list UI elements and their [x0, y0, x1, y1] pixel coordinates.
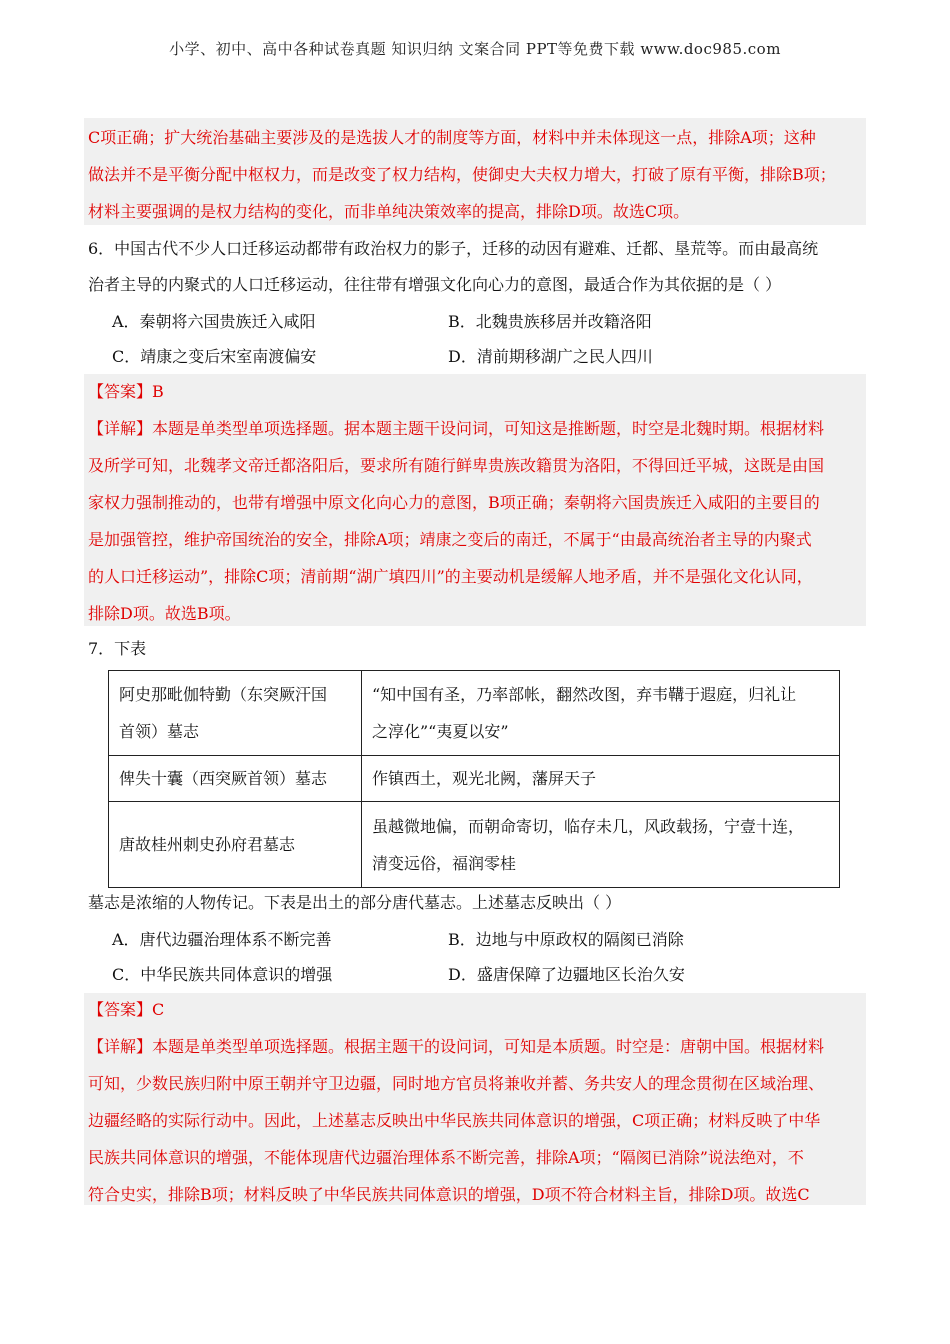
cell-line: 首领）墓志 — [119, 722, 200, 741]
q7-detail-line: 民族共同体意识的增强，不能体现唐代边疆治理体系不断完善，排除A项；“隔阂已消除”说法绝对，不 — [88, 1148, 804, 1167]
cell-line: 清变远俗，福润零桂 — [372, 853, 517, 873]
q7-option-a: A．唐代边疆治理体系不断完善 — [112, 930, 332, 949]
q6-detail-line: 及所学可知，北魏孝文帝迁都洛阳后，要求所有随行鲜卑贵族改籍贯为洛阳，不得回迁平城，这既是由国 — [88, 456, 825, 475]
table-cell-name — [109, 756, 362, 802]
q6-detail-line: 的人口迁移运动”，排除C项；清前期“湖广填四川”的主要动机是缓解人地矛盾，并不是强化文化认同， — [88, 567, 813, 586]
cell-line: 唐故桂州刺史孙府君墓志 — [119, 835, 296, 854]
q7-option-d: D．盛唐保障了边疆地区长治久安 — [448, 965, 685, 984]
q6-detail-line: 是加强管控，维护帝国统治的安全，排除A项；靖康之变后的南迁，不属于“由最高统治者主导的内聚式 — [88, 530, 812, 549]
q6-option-b: B．北魏贵族移居并改籍洛阳 — [448, 312, 652, 331]
q7-option-b: B．边地与中原政权的隔阂已消除 — [448, 930, 684, 949]
q7-answer-block — [84, 993, 866, 1205]
q6-answer: 【答案】B — [88, 382, 164, 401]
q7-option-c: C．中华民族共同体意识的增强 — [112, 965, 333, 984]
q7-detail-line: 边疆经略的实际行动中。因此，上述墓志反映出中华民族共同体意识的增强，C项正确；材料反映了中华 — [88, 1111, 821, 1130]
table-cell-name — [109, 802, 362, 888]
page-header: 小学、初中、高中各种试卷真题 知识归纳 文案合同 PPT等免费下载 www.doc985.com — [169, 40, 781, 58]
cell-line: 虽越微地偏，而朝命寄切，临存未几，风政载扬，宁壹十连， — [372, 816, 805, 836]
q7-detail-line: 【详解】本题是单类型单项选择题。根据主题干的设问词，可知是本质题。时空是：唐朝中国。根据材料 — [88, 1037, 825, 1056]
q7-stem: 墓志是浓缩的人物传记。下表是出土的部分唐代墓志。上述墓志反映出（ ） — [88, 893, 622, 912]
q7-answer: 【答案】C — [88, 1000, 165, 1019]
q6-stem-line: 6．中国古代不少人口迁移运动都带有政治权力的影子，迁移的动因有避难、迁都、垦荒等。而由最高统 — [88, 239, 819, 258]
cell-line: 之淳化”“夷夏以安” — [372, 722, 509, 741]
table-cell-text — [362, 802, 840, 888]
table-row — [109, 802, 840, 888]
epitaph-table — [108, 670, 840, 888]
cell-line: “知中国有圣，乃率部帐，翻然改图，弃韦鞲于遐庭，归礼让 — [372, 685, 797, 704]
q6-detail-line: 排除D项。故选B项。 — [88, 604, 241, 623]
cell-line: 阿史那毗伽特勤（东突厥汗国 — [119, 685, 328, 704]
q7-detail-line: 可知，少数民族归附中原王朝并守卫边疆，同时地方官员将兼收并蓄、务共安人的理念贯彻在区域治理、 — [88, 1074, 825, 1093]
table-cell-text — [362, 671, 840, 756]
q6-option-d: D．清前期移湖广之民人四川 — [448, 347, 653, 366]
prev-detail-line: 做法并不是平衡分配中枢权力，而是改变了权力结构，使御史大夫权力增大，打破了原有平衡，排除B项； — [88, 165, 836, 184]
q6-detail-line: 家权力强制推动的，也带有增强中原文化向心力的意图，B项正确；秦朝将六国贵族迁入咸阳的主要目的 — [88, 493, 820, 512]
cell-line: 俾失十囊（西突厥首领）墓志 — [119, 769, 328, 788]
table-cell-text — [362, 756, 840, 802]
q6-option-c: C．靖康之变后宋室南渡偏安 — [112, 347, 317, 366]
q6-option-a: A．秦朝将六国贵族迁入咸阳 — [112, 312, 316, 331]
cell-line: 作镇西土，观光北阙，藩屏天子 — [372, 769, 597, 788]
q6-detail-line: 【详解】本题是单类型单项选择题。据本题主题干设问词，可知这是推断题，时空是北魏时期。根据材料 — [88, 419, 825, 438]
prev-detail-line: 材料主要强调的是权力结构的变化，而非单纯决策效率的提高，排除D项。故选C项。 — [88, 202, 690, 221]
q7-intro: 7．下表 — [88, 639, 147, 658]
table-cell-name — [109, 671, 362, 756]
prev-detail-line: C项正确；扩大统治基础主要涉及的是选拔人才的制度等方面，材料中并未体现这一点，排除A项；这种 — [88, 128, 816, 147]
q7-detail-line: 符合史实，排除B项；材料反映了中华民族共同体意识的增强，D项不符合材料主旨，排除D项。故选C — [88, 1185, 810, 1204]
table-row — [109, 671, 840, 756]
q6-stem-line: 治者主导的内聚式的人口迁移运动，往往带有增强文化向心力的意图，最适合作为其依据的是（ ） — [88, 275, 782, 294]
table-row — [109, 756, 840, 802]
